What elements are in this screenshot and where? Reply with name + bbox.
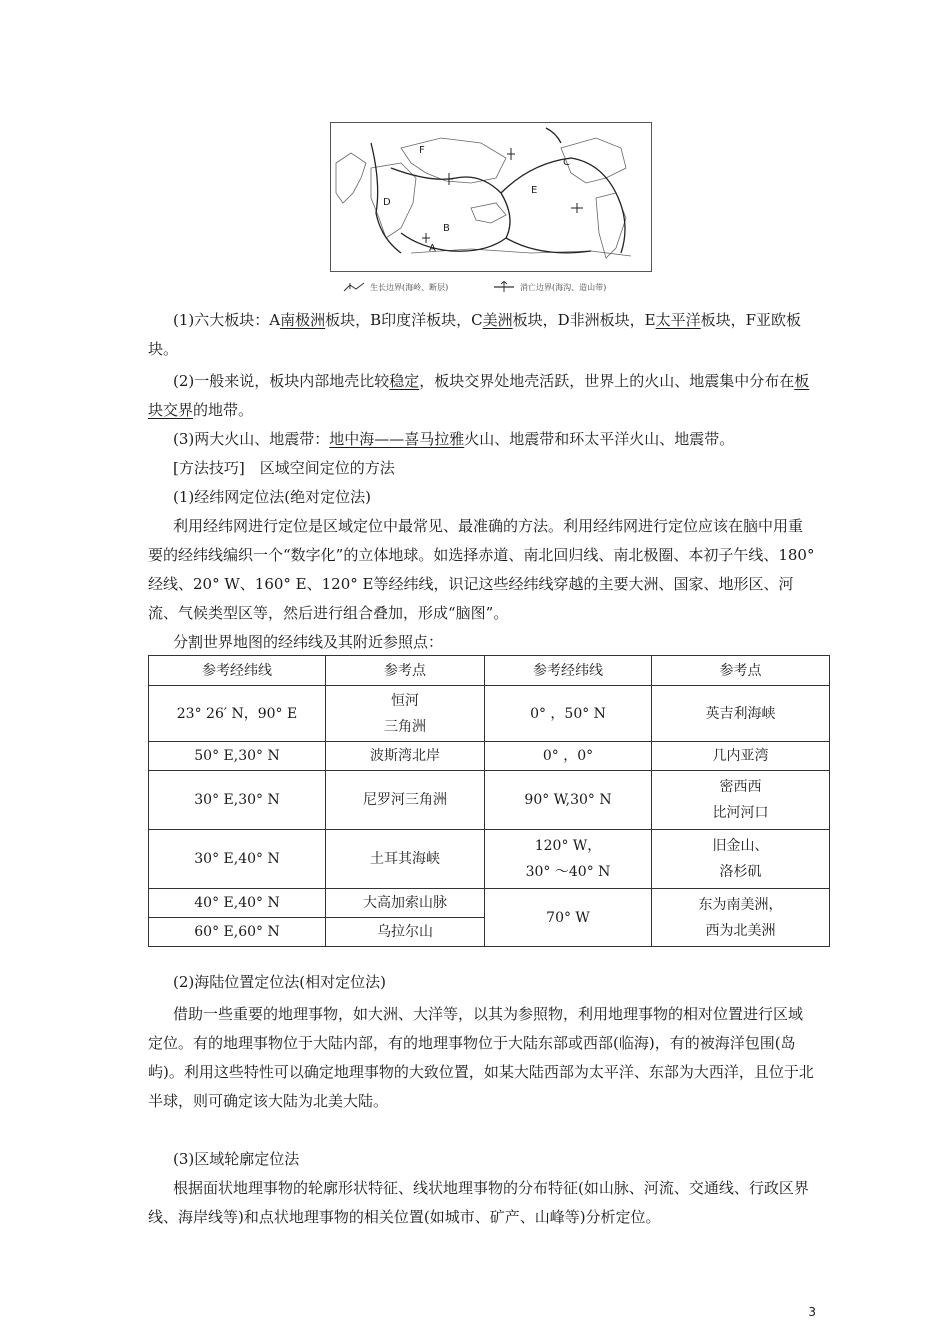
text: 板块，D非洲板块，E bbox=[512, 311, 656, 329]
plate-label-b: B bbox=[443, 223, 450, 234]
table-row bbox=[149, 889, 830, 918]
table-cell: 30° E,30° N bbox=[149, 771, 326, 830]
table-cell: 40° E,40° N bbox=[149, 889, 326, 918]
page-number: 3 bbox=[808, 1305, 816, 1319]
text: (2)一般来说，板块内部地壳比较 bbox=[173, 372, 390, 390]
text: ，板块交界处地壳活跃，世界上的火山、地震集中分布在 bbox=[419, 372, 795, 390]
method-2-title: (2)海陆位置定位法(相对定位法) bbox=[173, 973, 386, 991]
table-header: 参考点 bbox=[652, 656, 830, 686]
text: 板块，B印度洋板块，C bbox=[325, 311, 483, 329]
cell-line: 西为北美洲 bbox=[705, 922, 776, 939]
table-cell bbox=[652, 830, 830, 889]
method-heading: [方法技巧] 区域空间定位的方法 bbox=[173, 459, 395, 477]
table-header: 参考点 bbox=[326, 656, 485, 686]
table-cell: 0° ，0° bbox=[485, 742, 652, 771]
table-cell: 尼罗河三角洲 bbox=[326, 771, 485, 830]
underlined-answer: 地中海——喜马拉雅 bbox=[329, 430, 465, 448]
table-cell: 60° E,60° N bbox=[149, 918, 326, 947]
underlined-answer: 南极洲 bbox=[280, 311, 326, 329]
plate-label-e: E bbox=[531, 185, 538, 196]
text: (1)六大板块：A bbox=[173, 311, 281, 329]
table-intro: 分割世界地图的经纬线及其附近参照点： bbox=[173, 633, 444, 651]
table-cell bbox=[326, 686, 485, 742]
table-cell: 几内亚湾 bbox=[652, 742, 830, 771]
plate-label-a: A bbox=[429, 243, 436, 254]
plate-label-c: C bbox=[563, 157, 570, 168]
table-cell: 50° E,30° N bbox=[149, 742, 326, 771]
table-cell: 乌拉尔山 bbox=[326, 918, 485, 947]
table-cell: 土耳其海峡 bbox=[326, 830, 485, 889]
table-cell: 90° W,30° N bbox=[485, 771, 652, 830]
plates-paragraph-3 bbox=[148, 425, 816, 454]
cell-line: 30° ～40° N bbox=[525, 864, 611, 880]
table-row bbox=[149, 771, 830, 830]
legend-growth bbox=[342, 281, 448, 293]
underlined-answer: 板块交界 bbox=[148, 372, 810, 419]
plates-paragraph-2 bbox=[148, 367, 816, 425]
table-cell: 23° 26′ N，90° E bbox=[149, 686, 326, 742]
table-cell: 英吉利海峡 bbox=[652, 686, 830, 742]
table-cell bbox=[485, 830, 652, 889]
method-1-title: (1)经纬网定位法(绝对定位法) bbox=[173, 488, 371, 506]
table-cell: 0° ，50° N bbox=[485, 686, 652, 742]
legend-subduction bbox=[492, 281, 606, 293]
table-cell: 30° E,40° N bbox=[149, 830, 326, 889]
table-cell bbox=[652, 889, 830, 947]
plate-label-d: D bbox=[383, 197, 391, 208]
table-header-row bbox=[149, 656, 830, 686]
cell-line: 东为南美洲， bbox=[698, 896, 783, 913]
table-cell: 大高加索山脉 bbox=[326, 889, 485, 918]
method-3-body: 根据面状地理事物的轮廓形状特征、线状地理事物的分布特征(如山脉、河流、交通线、行政区界线、海岸线等)和点状地理事物的相关位置(如城市、矿产、山峰等)分析定位。 bbox=[148, 1179, 809, 1226]
plate-map-drawing bbox=[331, 123, 651, 271]
text: 板块，F亚欧板块。 bbox=[148, 311, 802, 358]
cell-line: 恒河 bbox=[391, 692, 419, 709]
text: 的地带。 bbox=[193, 401, 254, 419]
table-cell: 波斯湾北岸 bbox=[326, 742, 485, 771]
table-row bbox=[149, 686, 830, 742]
cell-line: 洛杉矶 bbox=[719, 864, 762, 880]
text: 火山、地震带和环太平洋火山、地震带。 bbox=[464, 430, 735, 448]
method-3-title: (3)区域轮廓定位法 bbox=[173, 1150, 300, 1168]
legend-subduction-label: 消亡边界(海沟、造山带) bbox=[520, 282, 607, 292]
plate-map-figure bbox=[330, 122, 652, 300]
text: (3)两大火山、地震带： bbox=[173, 430, 330, 448]
legend-growth-label: 生长边界(海岭、断层) bbox=[370, 282, 449, 292]
plates-paragraph-1 bbox=[148, 306, 816, 364]
reference-table bbox=[148, 655, 830, 947]
plate-label-f: F bbox=[419, 145, 425, 156]
growth-boundary-icon bbox=[342, 281, 366, 293]
plate-map bbox=[330, 122, 652, 272]
table-row bbox=[149, 830, 830, 889]
table-header: 参考经纬线 bbox=[149, 656, 326, 686]
table-row bbox=[149, 742, 830, 771]
table-cell bbox=[652, 771, 830, 830]
underlined-answer: 美洲 bbox=[482, 311, 513, 329]
map-legend bbox=[330, 277, 652, 297]
underlined-answer: 太平洋 bbox=[655, 311, 701, 329]
table-header: 参考经纬线 bbox=[485, 656, 652, 686]
cell-line: 密西西 bbox=[719, 779, 762, 795]
cell-line: 比河河口 bbox=[712, 805, 769, 821]
table-cell: 70° W bbox=[485, 889, 652, 947]
cell-line: 120° W， bbox=[534, 838, 602, 854]
method-1-body: 利用经纬网进行定位是区域定位中最常见、最准确的方法。利用经纬网进行定位应该在脑中用重要的经纬线编织一个“数字化”的立体地球。如选择赤道、南北回归线、南北极圈、本初子午线、180° 经线、20° W、160° E、120° E等经纬线，识记这些经纬线穿越的主要大洲、国家、地形区、河流、气候类型区等，然后进行组合叠加，形成“脑图”。 bbox=[148, 517, 815, 622]
subduction-boundary-icon bbox=[492, 281, 516, 293]
cell-line: 旧金山、 bbox=[712, 838, 769, 854]
underlined-answer: 稳定 bbox=[389, 372, 420, 390]
cell-line: 三角洲 bbox=[384, 718, 426, 735]
method-2-body: 借助一些重要的地理事物，如大洲、大洋等，以其为参照物，利用地理事物的相对位置进行区域定位。有的地理事物位于大陆内部，有的地理事物位于大陆东部或西部(临海)，有的被海洋包围(岛屿)。利用这些特性可以确定地理事物的大致位置，如某大陆西部为太平洋、东部为大西洋，且位于北半球，则可确定该大陆为北美大陆。 bbox=[148, 1005, 814, 1110]
